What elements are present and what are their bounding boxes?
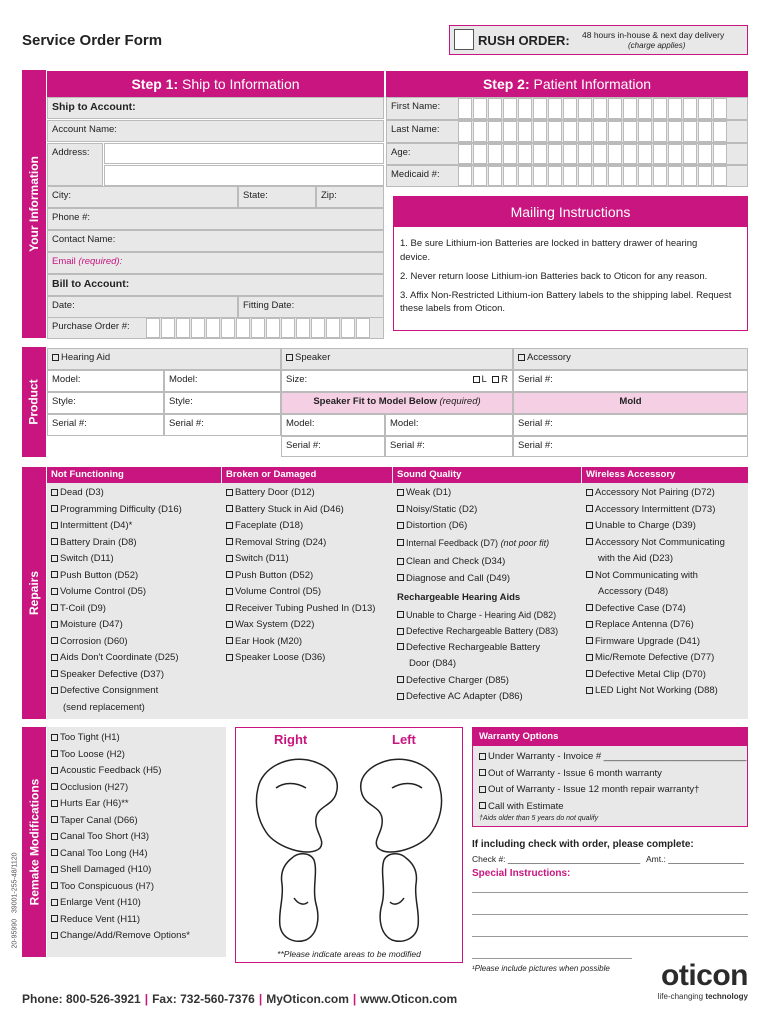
checkbox-icon xyxy=(286,354,293,361)
ha-serial-2-field[interactable]: Serial #: xyxy=(164,414,281,436)
remake-option[interactable]: Too Tight (H1) xyxy=(47,730,226,747)
repair-option[interactable]: Diagnose and Call (D49) xyxy=(393,571,581,588)
left-ear-shell-side xyxy=(380,854,418,942)
ha-serial-1-field[interactable]: Serial #: xyxy=(47,414,164,436)
right-ear-shell-side xyxy=(280,854,318,942)
speaker-model-2-field[interactable]: Model: xyxy=(385,414,513,436)
repair-option[interactable]: Battery Drain (D8) xyxy=(47,535,221,552)
address-line-2-field[interactable] xyxy=(104,165,384,186)
repair-option[interactable]: Defective Rechargeable Battery (D83) xyxy=(393,623,581,640)
remake-option[interactable]: Hurts Ear (H6)** xyxy=(47,796,226,813)
warranty-option[interactable]: Call with Estimate xyxy=(475,799,745,816)
mailing-instructions-title: Mailing Instructions xyxy=(394,197,747,227)
warranty-option[interactable]: Under Warranty - Invoice # ___________________________ xyxy=(475,749,745,766)
mold-serial-1-field[interactable]: Serial #: xyxy=(513,414,748,436)
oticon-logo-wordmark: oticon xyxy=(661,959,748,992)
ear-shell-diagram[interactable] xyxy=(236,748,462,950)
medicaid-boxes[interactable] xyxy=(458,166,728,186)
remake-option[interactable]: Reduce Vent (H11) xyxy=(47,912,226,929)
wireless-accessory-title: Wireless Accessory xyxy=(582,467,748,483)
not-functioning-title: Not Functioning xyxy=(47,467,221,483)
fitting-date-field[interactable]: Fitting Date: xyxy=(238,296,384,318)
special-instructions-note: ¹Please include pictures when possible xyxy=(472,964,610,973)
repair-option[interactable]: Distortion (D6) xyxy=(393,518,581,535)
repair-option[interactable]: Clean and Check (D34) xyxy=(393,554,581,571)
sidetab-your-information: Your Information xyxy=(22,70,46,338)
sound-quality-title: Sound Quality xyxy=(393,467,581,483)
size-lr-options[interactable]: L R xyxy=(473,374,508,385)
sidetab-product: Product xyxy=(22,347,46,457)
footer-phone: Phone: 800-526-3921 xyxy=(22,992,141,1006)
footer-oticon-link[interactable]: www.Oticon.com xyxy=(360,992,458,1006)
remake-option[interactable]: Canal Too Short (H3) xyxy=(47,829,226,846)
address-label: Address: xyxy=(47,143,103,186)
remake-option[interactable]: Enlarge Vent (H10) xyxy=(47,895,226,912)
mailing-instructions-panel xyxy=(393,196,748,331)
mold-label: Mold xyxy=(513,392,748,414)
special-instructions-line[interactable] xyxy=(472,914,748,915)
rush-order-box xyxy=(449,25,748,55)
phone-field[interactable]: Phone #: xyxy=(47,208,384,230)
repair-option-cont: Accessory (D48) xyxy=(598,586,669,597)
checkbox-icon xyxy=(518,354,525,361)
mailing-item-1: 1. Be sure Lithium-ion Batteries are locked in battery drawer of hearing device. xyxy=(400,238,698,263)
ear-diagram-note: **Please indicate areas to be modified xyxy=(277,949,421,959)
last-name-label: Last Name: xyxy=(386,120,748,143)
left-ear-shell-top xyxy=(361,759,442,852)
repair-option[interactable]: Not Communicating with xyxy=(582,568,748,585)
warranty-note: †Aids older than 5 years do not qualify xyxy=(479,815,599,822)
rush-order-note: (charge applies) xyxy=(628,41,686,50)
purchase-order-boxes[interactable] xyxy=(146,318,371,338)
repair-option[interactable]: Defective Charger (D85) xyxy=(393,673,581,690)
remake-option[interactable]: Too Loose (H2) xyxy=(47,747,226,764)
repair-option[interactable]: Speaker Defective (D37) xyxy=(47,667,221,684)
right-ear-label: Right xyxy=(274,732,308,747)
zip-field[interactable]: Zip: xyxy=(316,186,384,208)
remake-column xyxy=(47,730,226,945)
speaker-model-1-field[interactable]: Model: xyxy=(281,414,385,436)
accessory-serial-field[interactable]: Serial #: xyxy=(513,370,748,392)
repair-option-cont: (send replacement) xyxy=(63,701,145,713)
contact-name-field[interactable]: Contact Name: xyxy=(47,230,384,252)
repair-option[interactable]: Firmware Upgrade (D41) xyxy=(582,634,748,651)
repair-option[interactable]: Volume Control (D5) xyxy=(222,584,392,601)
repair-option[interactable]: Intermittent (D4)* xyxy=(47,518,221,535)
sound-quality-column xyxy=(393,467,581,706)
repair-option-cont: with the Aid (D23) xyxy=(598,553,673,564)
repair-option[interactable]: Switch (D11) xyxy=(222,551,392,568)
date-field[interactable]: Date: xyxy=(47,296,238,318)
medicaid-label: Medicaid #: xyxy=(386,165,748,187)
special-instructions-line[interactable] xyxy=(472,892,748,893)
speaker-serial-2-field[interactable]: Serial #: xyxy=(385,436,513,457)
speaker-serial-1-field[interactable]: Serial #: xyxy=(281,436,385,457)
rush-order-desc: 48 hours in-house & next day delivery xyxy=(582,30,725,40)
email-field[interactable]: Email (required): xyxy=(47,252,384,274)
oticon-logo xyxy=(648,960,748,1001)
check-amount-field[interactable]: Amt.: ________________ xyxy=(646,854,744,864)
remake-option[interactable]: Taper Canal (D66) xyxy=(47,813,226,830)
check-title: If including check with order, please complete: xyxy=(472,839,694,850)
remake-option[interactable]: Too Conspicuous (H7) xyxy=(47,879,226,896)
page-title: Service Order Form xyxy=(22,32,163,49)
repair-option[interactable]: Volume Control (D5) xyxy=(47,584,221,601)
repair-option[interactable]: Replace Antenna (D76) xyxy=(582,617,748,634)
warranty-options xyxy=(475,749,745,815)
repair-option[interactable]: Defective Metal Clip (D70) xyxy=(582,667,748,684)
mailing-item-3: 3. Affix Non-Restricted Lithium-ion Battery labels to the shipping label. Request these labels from Oticon. xyxy=(400,290,732,314)
special-instructions-line[interactable] xyxy=(472,958,632,959)
warranty-option[interactable]: Out of Warranty - Issue 12 month repair warranty† xyxy=(475,782,745,799)
speaker-option[interactable]: Speaker xyxy=(281,348,513,370)
repair-option[interactable]: Aids Don't Coordinate (D25) xyxy=(47,650,221,667)
repair-option[interactable]: Defective Case (D74) xyxy=(582,601,748,618)
rush-order-label: RUSH ORDER: xyxy=(478,33,570,48)
ha-style-1-field[interactable]: Style: xyxy=(47,392,164,414)
ear-diagram-box xyxy=(235,727,463,963)
checkbox-icon xyxy=(52,354,59,361)
repair-option[interactable]: Unable to Charge (D39) xyxy=(582,518,748,535)
sidetab-repairs: Repairs xyxy=(22,467,46,719)
check-number-field[interactable]: Check #: ____________________________ xyxy=(472,854,641,864)
remake-option[interactable]: Occlusion (H27) xyxy=(47,780,226,797)
repair-option[interactable]: Accessory Not Communicating xyxy=(582,535,748,552)
repair-option-cont: Door (D84) xyxy=(409,658,456,669)
repair-option[interactable]: Accessory Not Pairing (D72) xyxy=(582,485,748,502)
hearing-aid-option[interactable]: Hearing Aid xyxy=(47,348,281,370)
special-instructions-title: Special Instructions: xyxy=(472,868,571,879)
remake-option[interactable]: Canal Too Long (H4) xyxy=(47,846,226,863)
repair-option[interactable]: Battery Door (D12) xyxy=(222,485,392,502)
last-name-boxes[interactable] xyxy=(458,121,728,142)
remake-option[interactable]: Acoustic Feedback (H5) xyxy=(47,763,226,780)
repair-option[interactable]: Wax System (D22) xyxy=(222,617,392,634)
speaker-size-field[interactable]: Size: L R xyxy=(281,370,513,392)
repair-option[interactable]: Moisture (D47) xyxy=(47,617,221,634)
form-code: 20-95990 39001-255-48/1120 xyxy=(11,852,19,949)
repair-option[interactable]: Noisy/Static (D2) xyxy=(393,502,581,519)
repair-option[interactable]: Defective Consignment xyxy=(47,683,221,700)
repair-option[interactable]: Unable to Charge - Hearing Aid (D82) xyxy=(393,607,581,624)
rechargeable-title: Rechargeable Hearing Aids xyxy=(397,592,521,603)
mold-serial-2-field[interactable]: Serial #: xyxy=(513,436,748,457)
first-name-boxes[interactable] xyxy=(458,98,728,119)
mailing-item-2: 2. Never return loose Lithium-ion Batteries back to Oticon for any reason. xyxy=(400,271,708,282)
city-field[interactable]: City: xyxy=(47,186,238,208)
rush-order-checkbox[interactable] xyxy=(454,29,474,50)
purchase-order-label: Purchase Order #: xyxy=(47,317,384,339)
repair-option[interactable]: Speaker Loose (D36) xyxy=(222,650,392,667)
repair-option[interactable]: Removal String (D24) xyxy=(222,535,392,552)
left-ear-label: Left xyxy=(392,732,416,747)
footer-fax: Fax: 732-560-7376 xyxy=(152,992,255,1006)
warranty-title: Warranty Options xyxy=(473,728,747,746)
oticon-tagline: life-changing technology xyxy=(657,992,748,1001)
address-line-1-field[interactable] xyxy=(104,143,384,164)
repair-option[interactable]: Switch (D11) xyxy=(47,551,221,568)
ha-model-2-field[interactable]: Model: xyxy=(164,370,281,392)
ha-style-2-field[interactable]: Style: xyxy=(164,392,281,414)
broken-damaged-column xyxy=(222,467,392,667)
repair-option[interactable]: Internal Feedback (D7) (not poor fit) xyxy=(393,535,581,552)
footer-myoticon-link[interactable]: MyOticon.com xyxy=(266,992,349,1006)
repair-option[interactable]: Corrosion (D60) xyxy=(47,634,221,651)
sidetab-remake-modifications: Remake Modifications xyxy=(22,727,46,957)
ship-to-account-field[interactable]: Ship to Account: xyxy=(47,97,384,119)
account-name-field[interactable]: Account Name: xyxy=(47,120,384,142)
broken-damaged-title: Broken or Damaged xyxy=(222,467,392,483)
repair-option[interactable]: LED Light Not Working (D88) xyxy=(582,683,748,700)
not-functioning-column xyxy=(47,467,221,716)
wireless-accessory-column xyxy=(582,467,748,700)
repair-option[interactable]: Defective Rechargeable Battery xyxy=(393,640,581,657)
repair-option[interactable]: Push Button (D52) xyxy=(222,568,392,585)
repair-option[interactable]: Ear Hook (M20) xyxy=(222,634,392,651)
repair-option[interactable]: Battery Stuck in Aid (D46) xyxy=(222,502,392,519)
age-label: Age: xyxy=(386,143,748,165)
repair-option[interactable]: Push Button (D52) xyxy=(47,568,221,585)
speaker-fit-label: Speaker Fit to Model Below (required) xyxy=(281,392,513,414)
warranty-option[interactable]: Out of Warranty - Issue 6 month warranty xyxy=(475,766,745,783)
state-field[interactable]: State: xyxy=(238,186,316,208)
repair-option[interactable]: Dead (D3) xyxy=(47,485,221,502)
step2-header: Step 2: Patient Information xyxy=(386,71,748,97)
step1-header: Step 1: Ship to Information xyxy=(47,71,384,97)
remake-option[interactable]: Shell Damaged (H10) xyxy=(47,862,226,879)
bill-to-account-field[interactable]: Bill to Account: xyxy=(47,274,384,296)
accessory-option[interactable]: Accessory xyxy=(513,348,748,370)
repair-option[interactable]: Mic/Remote Defective (D77) xyxy=(582,650,748,667)
repair-option[interactable]: Programming Difficulty (D16) xyxy=(47,502,221,519)
repair-option[interactable]: Weak (D1) xyxy=(393,485,581,502)
right-ear-shell-top xyxy=(256,759,337,852)
repair-option[interactable]: Faceplate (D18) xyxy=(222,518,392,535)
ha-model-1-field[interactable]: Model: xyxy=(47,370,164,392)
warranty-box xyxy=(472,727,748,827)
first-name-label: First Name: xyxy=(386,97,748,120)
repair-option[interactable]: Receiver Tubing Pushed In (D13) xyxy=(222,601,392,618)
repair-option[interactable]: Accessory Intermittent (D73) xyxy=(582,502,748,519)
footer-contact: Phone: 800-526-3921 | Fax: 732-560-7376 | MyOticon.com | www.Oticon.com xyxy=(22,992,458,1006)
repair-option[interactable]: T-Coil (D9) xyxy=(47,601,221,618)
special-instructions-line[interactable] xyxy=(472,936,748,937)
remake-option[interactable]: Change/Add/Remove Options* xyxy=(47,928,226,945)
age-boxes[interactable] xyxy=(458,144,728,164)
repair-option[interactable]: Defective AC Adapter (D86) xyxy=(393,689,581,706)
